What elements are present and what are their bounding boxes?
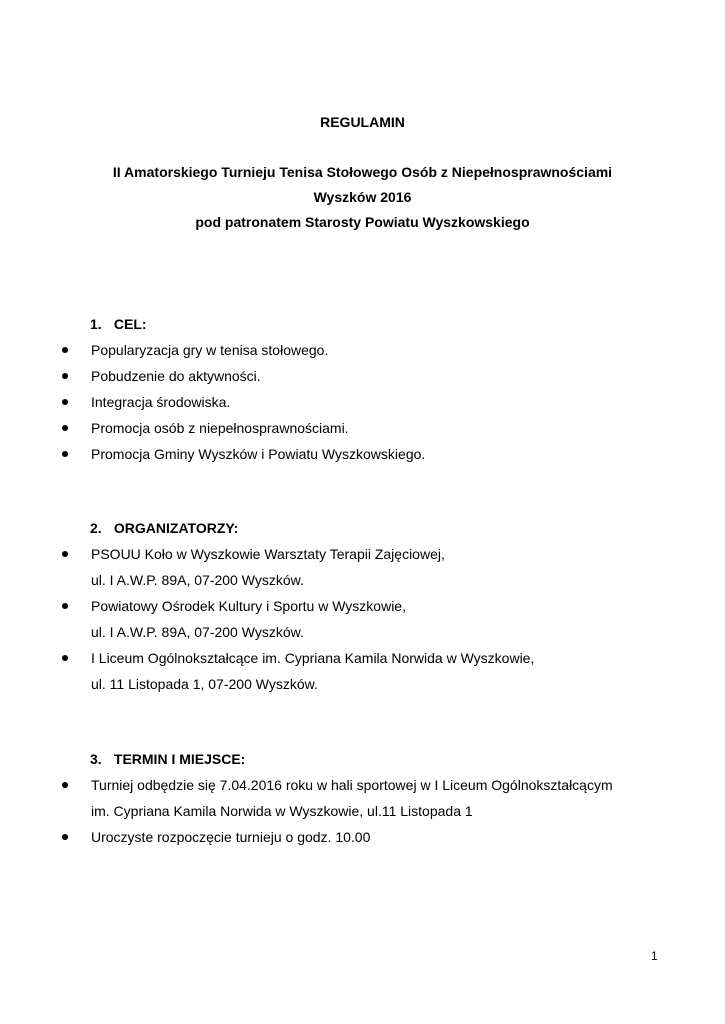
list-item: Turniej odbędzie się 7.04.2016 roku w hali sportowej w I Liceum Ogólnokształcącym xyxy=(91,777,613,793)
section-title: CEL: xyxy=(113,316,147,332)
subtitle-line-1: II Amatorskiego Turnieju Tenisa Stołowego Osób z Niepełnosprawnościami xyxy=(112,164,613,180)
section-heading-organizatorzy xyxy=(90,519,238,537)
bullet-icon xyxy=(62,782,68,788)
bullet-icon xyxy=(62,399,68,405)
list-item: Promocja Gminy Wyszków i Powiatu Wyszkowskiego. xyxy=(91,446,426,462)
bullet-icon xyxy=(62,347,68,353)
subtitle-line-2: Wyszków 2016 xyxy=(313,189,412,205)
section-number: 3. xyxy=(90,751,102,767)
list-item-continuation: ul. I A.W.P. 89A, 07-200 Wyszków. xyxy=(91,572,304,588)
section-number: 1. xyxy=(90,316,102,332)
list-item-continuation: ul. 11 Listopada 1, 07-200 Wyszków. xyxy=(91,676,318,692)
section-heading-cel xyxy=(90,315,147,333)
bullet-icon xyxy=(62,655,68,661)
section-number: 2. xyxy=(90,520,102,536)
bullet-icon xyxy=(62,373,68,379)
list-item: Pobudzenie do aktywności. xyxy=(91,368,261,384)
bullet-icon xyxy=(62,603,68,609)
section-heading-termin xyxy=(90,750,245,768)
list-item: Popularyzacja gry w tenisa stołowego. xyxy=(91,342,329,358)
page-number: 1 xyxy=(651,949,658,963)
section-title: TERMIN I MIEJSCE: xyxy=(113,751,246,767)
bullet-icon xyxy=(62,451,68,457)
list-item: Uroczyste rozpoczęcie turnieju o godz. 10.00 xyxy=(91,829,371,845)
list-item-continuation: im. Cypriana Kamila Norwida w Wyszkowie, ul.11 Listopada 1 xyxy=(91,803,473,819)
list-item: Integracja środowiska. xyxy=(91,394,231,410)
section-title: ORGANIZATORZY: xyxy=(113,520,239,536)
bullet-icon xyxy=(62,834,68,840)
list-item-continuation: ul. I A.W.P. 89A, 07-200 Wyszków. xyxy=(91,624,304,640)
document-title: REGULAMIN xyxy=(320,114,405,130)
bullet-icon xyxy=(62,425,68,431)
list-item: I Liceum Ogólnokształcące im. Cypriana Kamila Norwida w Wyszkowie, xyxy=(91,650,535,666)
list-item: Promocja osób z niepełnosprawnościami. xyxy=(91,420,349,436)
subtitle-line-3: pod patronatem Starosty Powiatu Wyszkowskiego xyxy=(195,214,530,230)
bullet-icon xyxy=(62,551,68,557)
list-item: Powiatowy Ośrodek Kultury i Sportu w Wyszkowie, xyxy=(91,598,406,614)
list-item: PSOUU Koło w Wyszkowie Warsztaty Terapii Zajęciowej, xyxy=(91,546,445,562)
